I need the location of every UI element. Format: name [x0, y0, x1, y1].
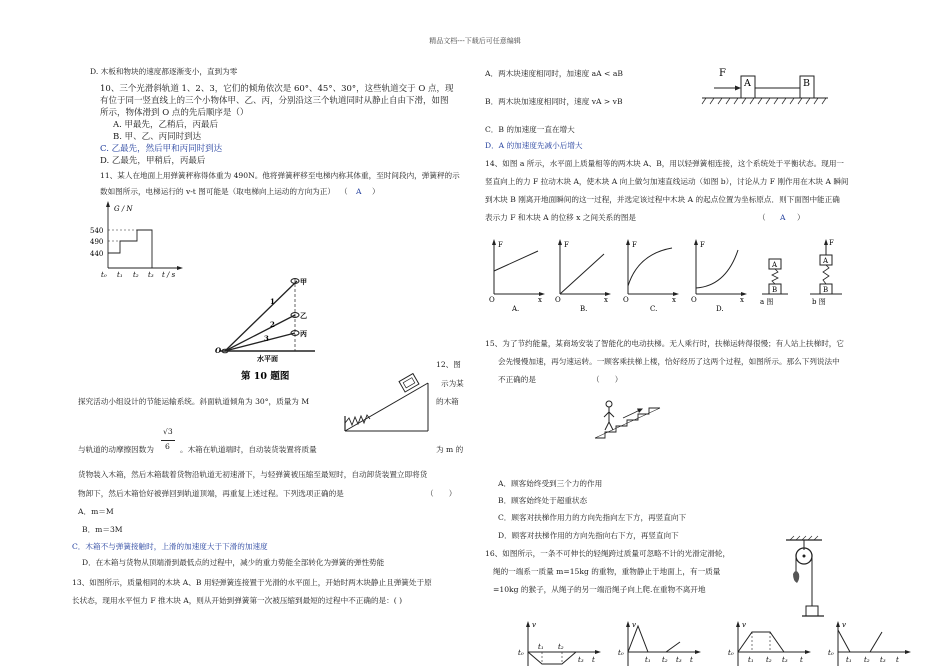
f13-block-b: B	[803, 78, 810, 89]
q13-blocks-figure	[700, 62, 830, 112]
q10-text-line1: 10、三个光滑斜轨道 1、2、3，它们的倾角依次是 60°、45°、30°，这些轨道交于 O 点，现	[100, 84, 454, 94]
q13-option-d: D．A 的加速度先减小后增大	[485, 141, 583, 150]
q10-tracks-figure	[215, 275, 325, 385]
q11-text-line2: 数如图所示，电梯运行的 v-t 图可能是（取电梯向上运动的方向为正）	[100, 187, 335, 196]
f16-g2-t0: t₀	[618, 649, 624, 657]
q12-text-line1: 探究活动小组设计的节能运输系统。斜面轨道倾角为 30°，质量为 M	[78, 397, 310, 406]
f16-g4-t: t	[896, 656, 899, 664]
q14-graphs	[488, 236, 858, 316]
f16-g2-t2: t₂	[662, 656, 668, 664]
f16-g2-t1: t₁	[645, 656, 651, 664]
f14-label-d: D.	[716, 305, 724, 313]
q15-paren: （ ）	[592, 375, 623, 384]
f10-label-bing: 丙	[300, 329, 307, 338]
g-tick-t1: t₁	[117, 271, 123, 279]
q14-text-line2: 竖直向上的力 F 拉动木块 A，使木块 A 向上做匀加速直线运动（如图 b），讨论从力 F 刚作用在木块 A 瞬间	[485, 177, 849, 186]
f14-b-block-a: A	[823, 257, 829, 265]
q15-option-d: D．顾客对扶梯作用的方向先指向右下方，再竖直向下	[498, 531, 679, 540]
q12-text-line3: 货物装入木箱，然后木箱载着货物沿轨道无初速滑下，与轻弹簧被压缩至最短时，自动卸货装置立即将货	[78, 470, 428, 479]
q16-text-line2: 绳的一端系一质量 m=15kg 的重物，重物静止于地面上，有一质量	[493, 567, 721, 576]
f16-g2-t: t	[690, 656, 693, 664]
f16-g1-t0: t₀	[518, 649, 524, 657]
q12-frac-denominator: 6	[165, 442, 170, 451]
q13-option-c: C．B 的加速度一直在增大	[485, 125, 575, 134]
f10-label-jia: 甲	[300, 277, 307, 286]
q12-text-head2: 示为某	[441, 379, 464, 388]
g-tick-t2: t₂	[133, 271, 139, 279]
f16-g3-t0: t₀	[728, 649, 734, 657]
f14-b-x: x	[604, 296, 608, 304]
q12-incline-figure	[340, 366, 432, 438]
g-tick-540: 540	[90, 227, 104, 235]
q11-paren-right: ）	[372, 187, 380, 196]
g-tick-490: 490	[90, 238, 104, 246]
f14-a-f: F	[498, 241, 503, 249]
q15-text-line1: 15、为了节约能量，某商场安装了智能化的电动扶梯。无人乘行时，扶梯运转得很慢；有人站上扶梯时，它	[485, 339, 844, 348]
f14-d-f: F	[700, 241, 705, 249]
q10-option-b: B. 甲、乙、丙同时到达	[113, 132, 202, 142]
q12-paren: （ ）	[426, 489, 457, 498]
g-tick-t3: t₃	[148, 271, 154, 279]
q9-option-d: D. 木板和物块的速度都逐渐变小，直到为零	[90, 67, 238, 76]
q14-text-line4: 表示力 F 和木块 A 的位移 x 之间关系的图是	[485, 213, 637, 222]
f10-ground-label: 水平面	[257, 354, 278, 363]
f14-c-o: O	[623, 296, 629, 304]
q13-text-line1: 13、如图所示，质量相同的木块 A、B 用轻弹簧连接置于光滑的水平面上，开始时两木块静止且弹簧处于原	[72, 578, 432, 587]
f16-g2-v: v	[632, 621, 636, 629]
q10-option-c: C. 乙最先，然后甲和丙同时到达	[100, 144, 223, 154]
f14-b-o: O	[555, 296, 561, 304]
q13-option-a: A．两木块速度相同时，加速度 aA < aB	[485, 69, 623, 78]
q16-vt-graphs	[520, 618, 920, 672]
f14-b-f: F	[564, 241, 569, 249]
f16-g1-v: v	[532, 621, 536, 629]
q12-text-line4: 物卸下，然后木箱恰好被弹回到轨道顶端，再重复上述过程。下列选项正确的是	[78, 489, 344, 498]
g-axis-label: G / N	[114, 205, 133, 213]
f16-g1-t1: t₁	[538, 643, 544, 651]
f16-g1-t3: t₃	[578, 656, 584, 664]
f16-g3-t2: t₂	[766, 656, 772, 664]
f16-g3-t: t	[800, 656, 803, 664]
f14-d-o: O	[691, 296, 697, 304]
f16-g1-t2: t₂	[558, 643, 564, 651]
q11-paren-left: （	[340, 187, 348, 196]
q12-text-head1: 12、图	[436, 360, 461, 369]
f14-a-block-a: A	[772, 261, 778, 269]
f14-c-f: F	[632, 241, 637, 249]
q12-text-line2-tail: 为 m 的	[436, 445, 464, 454]
f16-g4-t0: t₀	[828, 649, 834, 657]
f14-d-x: x	[740, 296, 744, 304]
q14-paren-right: ）	[797, 213, 805, 222]
f16-g4-t3: t₃	[880, 656, 886, 664]
q11-answer: A	[356, 187, 362, 196]
q10-text-line2: 有位于同一竖直线上的三个小物体甲、乙、丙，分别沿这三个轨道同时从静止自由下滑，如图	[100, 96, 449, 106]
q14-text-line3: 到木块 B 刚离开地面瞬间的这一过程，并选定该过程中木块 A 的起点位置为坐标原点．则下面图中能正确	[485, 195, 840, 204]
q10-option-a: A. 甲最先，乙稍后，丙最后	[113, 120, 219, 130]
f16-g4-t2: t₂	[864, 656, 870, 664]
f16-g3-v: v	[742, 621, 746, 629]
q13-option-b: B．两木块加速度相同时，速度 vA > vB	[485, 97, 623, 106]
q14-paren-left: （	[758, 213, 766, 222]
f14-a-o: O	[489, 296, 495, 304]
q15-option-b: B．顾客始终处于超重状态	[498, 496, 588, 505]
q11-text-line1: 11、某人在地面上用弹簧秤称得体重为 490N。他将弹簧秤移至电梯内称其体重，至时间段内，弹簧秤的示	[100, 171, 460, 180]
q15-escalator-figure	[590, 388, 670, 448]
q16-text-line3: =10kg 的猴子，从绳子的另一端沿绳子向上爬.在重物不离开地	[493, 585, 706, 594]
f16-g3-t3: t₃	[782, 656, 788, 664]
q13-text-line2: 长状态，现用水平恒力 F 推木块 A，则从开始到弹簧第一次被压缩到最短的过程中不正确的是：( )	[72, 596, 403, 605]
q11-g-t-graph	[90, 198, 190, 280]
f13-block-a: A	[744, 78, 751, 89]
f14-label-c: C.	[650, 305, 658, 313]
q14-text-line1: 14、如图 a 所示，水平面上质量相等的两木块 A、B，用以轻弹簧相连接，这个系统处于平衡状态。现用一	[485, 159, 845, 168]
f16-g2-t3: t₃	[676, 656, 682, 664]
f14-a-block-b: B	[772, 286, 778, 294]
q12-option-c: C．木箱不与弹簧接触时，上滑的加速度大于下滑的加速度	[72, 542, 268, 551]
f14-b-block-b: B	[823, 286, 829, 294]
page-header: 精品文档---下载后可任意编辑	[429, 37, 521, 45]
f10-track-3: 3	[264, 334, 269, 343]
f14-label-a: A.	[512, 305, 520, 313]
q15-text-line3: 不正确的是	[498, 375, 536, 384]
q12-text-line2a: 与轨道的动摩擦因数为	[78, 445, 154, 454]
f16-g1-t: t	[592, 656, 595, 664]
f10-label-yi: 乙	[300, 311, 307, 320]
q14-answer: A	[780, 213, 786, 222]
f14-fig-b: b 图	[812, 298, 826, 306]
f16-g4-v: v	[842, 621, 846, 629]
q15-option-a: A．顾客始终受到三个力的作用	[498, 479, 603, 488]
q10-text-line3: 所示，物体滑到 O 点的先后顺序是（）	[100, 108, 249, 118]
f14-b-force: F	[829, 239, 834, 247]
f14-a-x: x	[538, 296, 542, 304]
f10-track-1: 1	[270, 297, 275, 306]
g-tick-t0: t₀	[101, 271, 107, 279]
g-tick-440: 440	[90, 250, 104, 258]
q12-option-a: A．m＝M	[78, 507, 114, 516]
q15-text-line2: 会先慢慢加速，再匀速运转。一顾客乘扶梯上楼，恰好经历了这两个过程，如图所示。那么下列说法中	[498, 357, 840, 366]
q16-pulley-figure	[782, 536, 826, 620]
f16-g3-t1: t₁	[748, 656, 754, 664]
g-tick-ts: t / s	[162, 271, 176, 279]
q12-text-line2b: 。木箱在轨道端时，自动装货装置将质量	[180, 445, 317, 454]
f16-g4-t1: t₁	[846, 656, 852, 664]
q12-option-b: B．m＝3M	[82, 525, 123, 534]
q10-option-d: D. 乙最先，甲稍后，丙最后	[100, 156, 206, 166]
q16-text-line1: 16、如图所示，一条不可伸长的轻绳跨过质量可忽略不计的光滑定滑轮，	[485, 549, 731, 558]
f14-c-x: x	[672, 296, 676, 304]
q15-option-c: C．顾客对扶梯作用力的方向先指向左下方，再竖直向下	[498, 513, 687, 522]
f14-fig-a: a 图	[760, 298, 774, 306]
f14-label-b: B.	[580, 305, 588, 313]
q12-option-d: D．在木箱与货物从顶端滑到最低点的过程中，减少的重力势能全部转化为弹簧的弹性势能	[82, 558, 385, 567]
f10-caption: 第 10 题图	[241, 371, 290, 382]
f10-track-2: 2	[270, 320, 275, 329]
f13-force-label: F	[719, 68, 726, 79]
f10-origin: O	[215, 346, 222, 355]
q12-text-line1-tail: 的木箱	[436, 397, 459, 406]
q12-frac-numerator: √3	[163, 427, 173, 436]
